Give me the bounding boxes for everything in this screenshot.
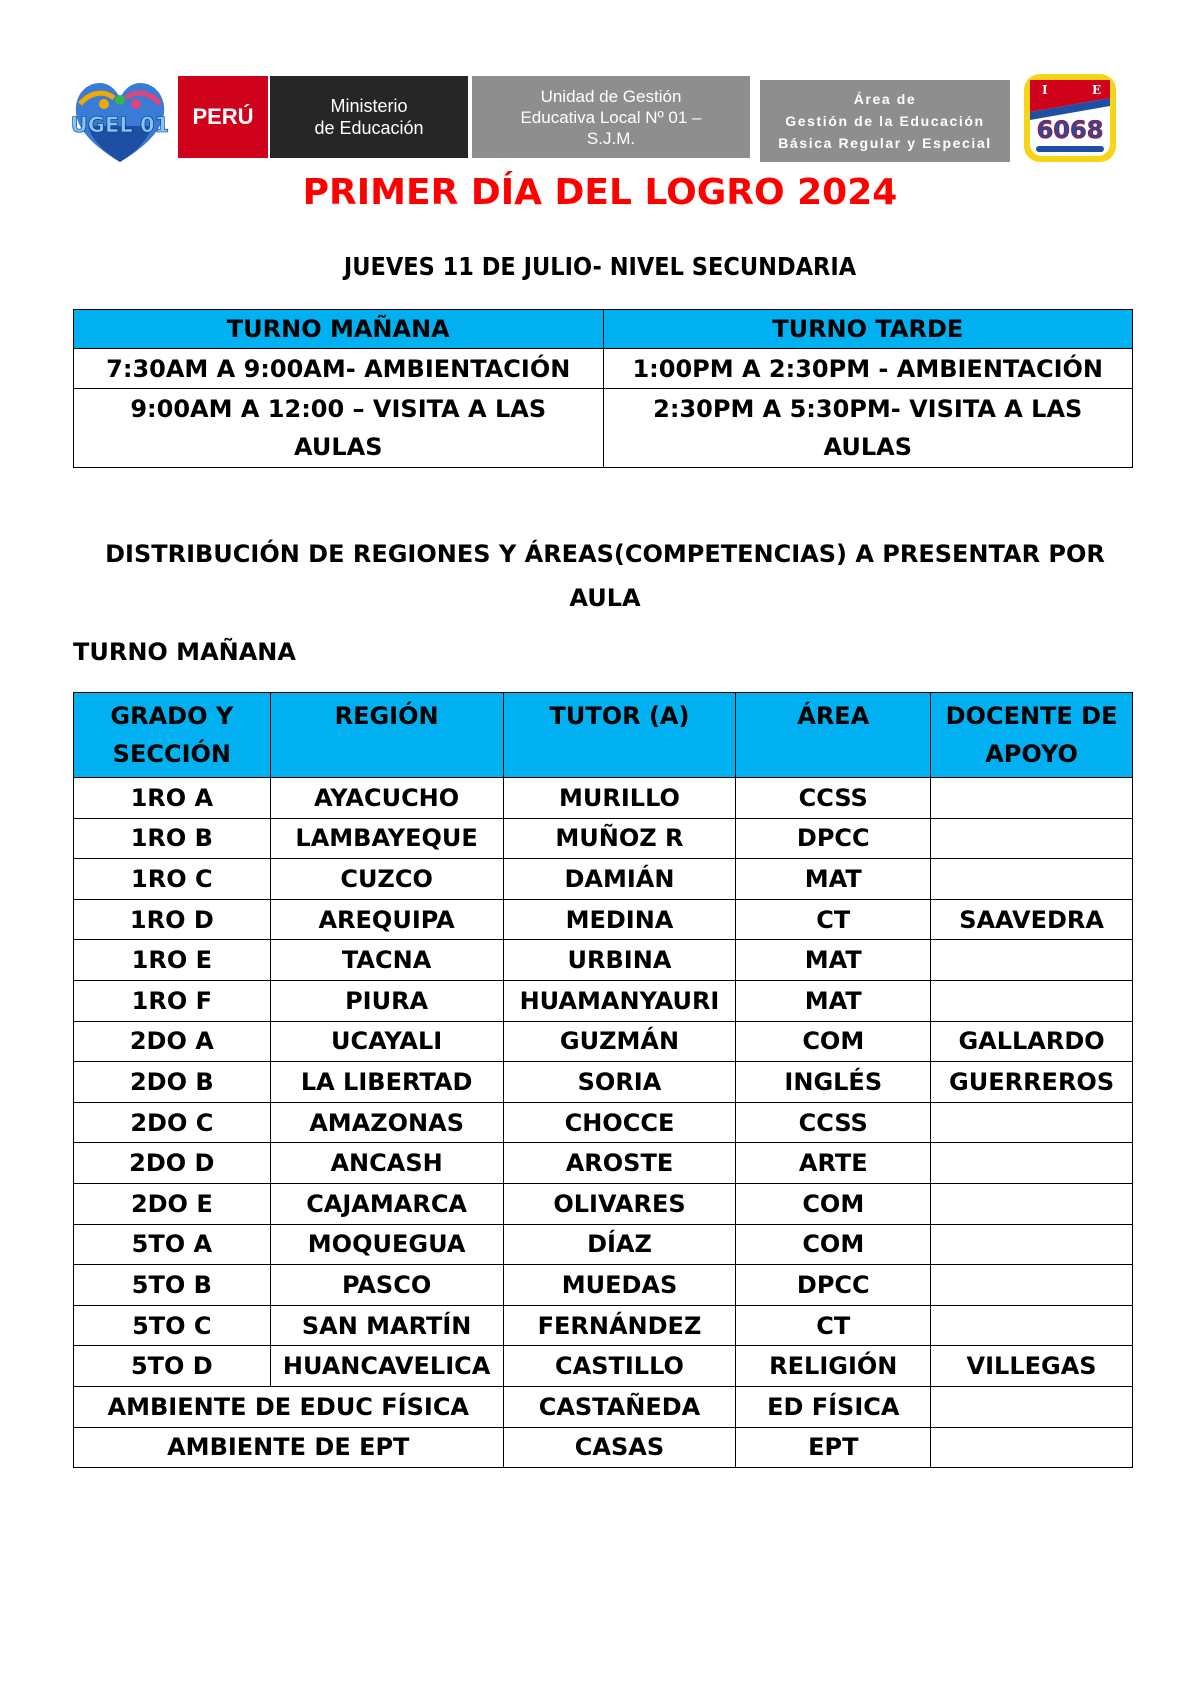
- table-cell: INGLÉS: [736, 1062, 931, 1103]
- table-cell: PASCO: [270, 1265, 503, 1306]
- ministry-label: Ministerio de Educación: [270, 76, 468, 158]
- table-cell: SAN MARTÍN: [270, 1305, 503, 1346]
- table-cell: CASTAÑEDA: [503, 1386, 736, 1427]
- table-cell: [931, 1102, 1133, 1143]
- table-row: [74, 1062, 1133, 1103]
- table-cell: [931, 1183, 1133, 1224]
- document-header: [70, 72, 1120, 168]
- table-cell: CUZCO: [270, 859, 503, 900]
- table-cell: OLIVARES: [503, 1183, 736, 1224]
- table-cell: URBINA: [503, 940, 736, 981]
- table-cell: SORIA: [503, 1062, 736, 1103]
- table-cell: CASAS: [503, 1427, 736, 1468]
- table-row: [74, 818, 1133, 859]
- table-cell: 1RO C: [74, 859, 271, 900]
- table-cell: VILLEGAS: [931, 1346, 1133, 1387]
- table-cell: PIURA: [270, 980, 503, 1021]
- header-region: REGIÓN: [270, 693, 503, 778]
- header-tutor: TUTOR (A): [503, 693, 736, 778]
- table-cell: GUERREROS: [931, 1062, 1133, 1103]
- table-cell: [931, 859, 1133, 900]
- table-cell: 1RO E: [74, 940, 271, 981]
- table-cell: AYACUCHO: [270, 778, 503, 819]
- table-cell: HUANCAVELICA: [270, 1346, 503, 1387]
- table-cell: COM: [736, 1183, 931, 1224]
- ugel-label: Unidad de Gestión Educativa Local Nº 01 – S.J.M.: [472, 76, 750, 158]
- table-cell: 5TO D: [74, 1346, 271, 1387]
- header-morning-shift: TURNO MAÑANA: [74, 310, 604, 349]
- table-row: [74, 899, 1133, 940]
- peru-label: PERÚ: [178, 76, 268, 158]
- table-row: [74, 1183, 1133, 1224]
- table-cell: 7:30AM A 9:00AM- AMBIENTACIÓN: [74, 349, 604, 389]
- table-cell: MEDINA: [503, 899, 736, 940]
- table-row: [74, 940, 1133, 981]
- page-title: PRIMER DÍA DEL LOGRO 2024: [302, 172, 898, 213]
- svg-text:I: I: [1042, 83, 1048, 97]
- table-cell: GALLARDO: [931, 1021, 1133, 1062]
- table-cell: 5TO A: [74, 1224, 271, 1265]
- header-support-teacher: DOCENTE DE APOYO: [931, 693, 1133, 778]
- table-row: [74, 1305, 1133, 1346]
- table-cell: 1RO B: [74, 818, 271, 859]
- table-cell: MAT: [736, 980, 931, 1021]
- table-cell: COM: [736, 1224, 931, 1265]
- table-cell: CASTILLO: [503, 1346, 736, 1387]
- header-grade-section: GRADO Y SECCIÓN: [74, 693, 271, 778]
- table-cell: CCSS: [736, 1102, 931, 1143]
- table-cell: [931, 1386, 1133, 1427]
- table-cell: 2DO C: [74, 1102, 271, 1143]
- table-cell: AMBIENTE DE EDUC FÍSICA: [74, 1386, 504, 1427]
- table-cell: GUZMÁN: [503, 1021, 736, 1062]
- table-row: [74, 859, 1133, 900]
- table-cell: DAMIÁN: [503, 859, 736, 900]
- table-cell: HUAMANYAURI: [503, 980, 736, 1021]
- svg-text:UGEL 01: UGEL 01: [70, 113, 170, 137]
- table-row: [74, 349, 1133, 389]
- table-cell: ARTE: [736, 1143, 931, 1184]
- table-cell: 2:30PM A 5:30PM- VISITA A LAS AULAS: [603, 389, 1133, 468]
- table-cell: 1RO D: [74, 899, 271, 940]
- table-cell: MOQUEGUA: [270, 1224, 503, 1265]
- table-cell: EPT: [736, 1427, 931, 1468]
- table-cell: MAT: [736, 940, 931, 981]
- table-cell: CHOCCE: [503, 1102, 736, 1143]
- table-cell: CAJAMARCA: [270, 1183, 503, 1224]
- turno-heading: TURNO MAÑANA: [73, 638, 296, 666]
- table-header-row: [74, 693, 1133, 778]
- table-cell: MUEDAS: [503, 1265, 736, 1306]
- table-cell: MAT: [736, 859, 931, 900]
- table-row: [74, 1021, 1133, 1062]
- svg-text:6068: 6068: [1036, 116, 1104, 144]
- table-cell: [931, 1305, 1133, 1346]
- table-cell: 1RO A: [74, 778, 271, 819]
- table-header-row: [74, 310, 1133, 349]
- table-cell: 2DO A: [74, 1021, 271, 1062]
- distribution-heading: DISTRIBUCIÓN DE REGIONES Y ÁREAS(COMPETENCIAS) A PRESENTAR POR AULA: [105, 540, 1105, 612]
- svg-text:E: E: [1092, 83, 1102, 97]
- table-cell: [931, 778, 1133, 819]
- table-row: [74, 389, 1133, 468]
- table-cell: [931, 818, 1133, 859]
- table-cell: UCAYALI: [270, 1021, 503, 1062]
- header-afternoon-shift: TURNO TARDE: [603, 310, 1133, 349]
- table-cell: [931, 980, 1133, 1021]
- table-row: [74, 980, 1133, 1021]
- ugel-logo: [70, 74, 170, 166]
- table-cell: TACNA: [270, 940, 503, 981]
- table-cell: 2DO E: [74, 1183, 271, 1224]
- table-cell: CCSS: [736, 778, 931, 819]
- table-cell: LA LIBERTAD: [270, 1062, 503, 1103]
- table-cell: 5TO B: [74, 1265, 271, 1306]
- table-cell: LAMBAYEQUE: [270, 818, 503, 859]
- table-cell: CT: [736, 899, 931, 940]
- table-cell: CT: [736, 1305, 931, 1346]
- table-cell: [931, 1224, 1133, 1265]
- table-row: [74, 1265, 1133, 1306]
- table-row: [74, 1386, 1133, 1427]
- classroom-distribution-table: [73, 692, 1133, 1468]
- table-cell: ANCASH: [270, 1143, 503, 1184]
- table-cell: AREQUIPA: [270, 899, 503, 940]
- table-row: [74, 1427, 1133, 1468]
- table-cell: DÍAZ: [503, 1224, 736, 1265]
- table-cell: 9:00AM A 12:00 – VISITA A LAS AULAS: [74, 389, 604, 468]
- table-cell: [931, 1143, 1133, 1184]
- table-cell: AMBIENTE DE EPT: [74, 1427, 504, 1468]
- table-cell: DPCC: [736, 1265, 931, 1306]
- area-label: Área de Gestión de la Educación Básica Regular y Especial: [760, 80, 1010, 162]
- table-cell: AMAZONAS: [270, 1102, 503, 1143]
- table-cell: 5TO C: [74, 1305, 271, 1346]
- table-cell: DPCC: [736, 818, 931, 859]
- table-cell: COM: [736, 1021, 931, 1062]
- table-row: [74, 1102, 1133, 1143]
- table-cell: 1:00PM A 2:30PM - AMBIENTACIÓN: [603, 349, 1133, 389]
- table-cell: 2DO B: [74, 1062, 271, 1103]
- table-row: [74, 1224, 1133, 1265]
- table-cell: FERNÁNDEZ: [503, 1305, 736, 1346]
- table-cell: 1RO F: [74, 980, 271, 1021]
- table-cell: [931, 940, 1133, 981]
- table-cell: 2DO D: [74, 1143, 271, 1184]
- table-cell: [931, 1427, 1133, 1468]
- school-logo: [1020, 72, 1120, 164]
- page-subtitle: JUEVES 11 DE JULIO- NIVEL SECUNDARIA: [343, 252, 857, 281]
- table-cell: AROSTE: [503, 1143, 736, 1184]
- table-body: [74, 778, 1133, 1468]
- table-cell: MURILLO: [503, 778, 736, 819]
- table-cell: MUÑOZ R: [503, 818, 736, 859]
- table-row: [74, 1346, 1133, 1387]
- table-row: [74, 778, 1133, 819]
- table-row: [74, 1143, 1133, 1184]
- shift-schedule-table: [73, 309, 1133, 468]
- table-cell: [931, 1265, 1133, 1306]
- table-cell: RELIGIÓN: [736, 1346, 931, 1387]
- table-cell: ED FÍSICA: [736, 1386, 931, 1427]
- header-area: ÁREA: [736, 693, 931, 778]
- table-cell: SAAVEDRA: [931, 899, 1133, 940]
